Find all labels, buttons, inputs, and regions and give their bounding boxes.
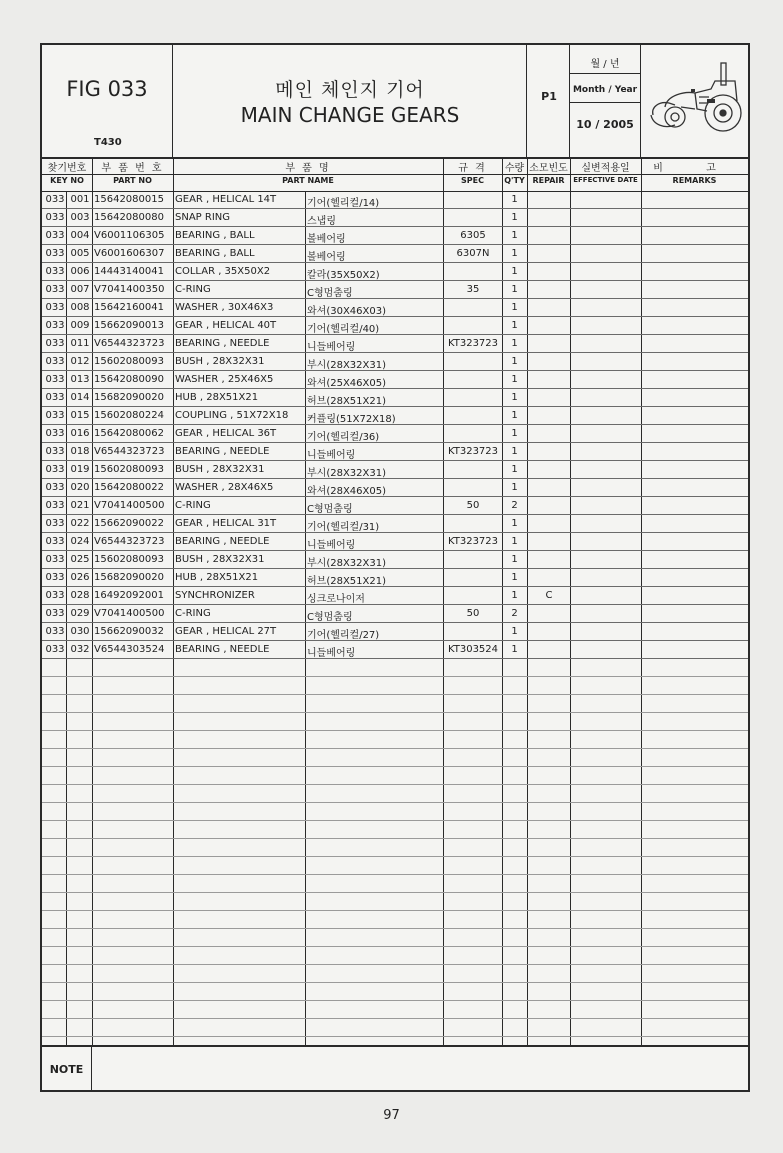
cell-part-no: 15642080022 [94, 482, 164, 493]
month-year-cell [570, 45, 641, 157]
cell-key: 011 [70, 338, 90, 349]
cell-fig: 033 [45, 338, 65, 349]
cell-qty: 2 [511, 608, 518, 619]
cell-name-en: BUSH , 28X32X31 [175, 464, 265, 475]
empty-row [42, 839, 748, 857]
table-row [42, 335, 748, 353]
cell-qty: 1 [511, 248, 518, 259]
cell-name-ko: 니들베어링 [307, 648, 356, 659]
table-row [42, 551, 748, 569]
header-part-name-ko: 부 품 명 [285, 163, 331, 174]
cell-name-ko: 기어(헬리컬/36) [307, 432, 380, 443]
header-effective-date: EFFECTIVE DATE [573, 176, 638, 184]
header-part-no: PART NO [113, 176, 152, 185]
table-row [42, 227, 748, 245]
fig-number: FIG 033 [66, 77, 148, 101]
cell-key: 013 [70, 374, 90, 385]
cell-part-no: V6544323723 [94, 338, 165, 349]
cell-qty: 1 [511, 266, 518, 277]
cell-name-ko: C형멈춤링 [307, 288, 353, 299]
table-row [42, 443, 748, 461]
cell-name-ko: 와셔(28X46X05) [307, 486, 386, 497]
page-cell [527, 45, 570, 157]
cell-fig: 033 [45, 284, 65, 295]
cell-part-no: V6001606307 [94, 248, 165, 259]
table-row [42, 569, 748, 587]
cell-key: 008 [70, 302, 90, 313]
header-effective-ko: 실변적용일 [581, 163, 630, 174]
cell-part-no: 15642160041 [94, 302, 164, 313]
header-part-name: PART NAME [282, 176, 334, 185]
table-row [42, 299, 748, 317]
cell-qty: 1 [511, 356, 518, 367]
table-row [42, 245, 748, 263]
note-section [42, 1045, 748, 1092]
cell-spec: KT303524 [447, 644, 499, 655]
cell-spec: 6307N [456, 248, 490, 259]
empty-row [42, 731, 748, 749]
cell-name-ko: 니들베어링 [307, 540, 356, 551]
header-spec-ko: 규 격 [458, 163, 487, 174]
cell-qty: 1 [511, 644, 518, 655]
cell-qty: 1 [511, 212, 518, 223]
empty-row [42, 659, 748, 677]
cell-key: 009 [70, 320, 90, 331]
cell-name-ko: 부시(28X32X31) [307, 558, 386, 569]
cell-fig: 033 [45, 482, 65, 493]
empty-row [42, 911, 748, 929]
cell-fig: 033 [45, 374, 65, 385]
cell-name-en: BEARING , NEEDLE [175, 536, 270, 547]
cell-fig: 033 [45, 248, 65, 259]
cell-name-en: GEAR , HELICAL 40T [175, 320, 277, 331]
cell-key: 001 [70, 194, 90, 205]
header-remarks-ko: 비 고 [653, 163, 736, 174]
cell-key: 005 [70, 248, 90, 259]
cell-key: 028 [70, 590, 90, 601]
cell-part-no: V6544303524 [94, 644, 165, 655]
cell-fig: 033 [45, 536, 65, 547]
cell-qty: 1 [511, 518, 518, 529]
cell-key: 019 [70, 464, 90, 475]
header-repair-ko: 소모빈도 [529, 163, 568, 174]
cell-key: 016 [70, 428, 90, 439]
header-remarks: REMARKS [672, 176, 717, 185]
cell-name-ko: 부시(28X32X31) [307, 468, 386, 479]
cell-qty: 1 [511, 230, 518, 241]
cell-name-ko: 와셔(25X46X05) [307, 378, 386, 389]
cell-spec: 6305 [460, 230, 486, 241]
cell-spec: 35 [466, 284, 480, 295]
cell-name-en: WASHER , 28X46X5 [175, 482, 274, 493]
cell-fig: 033 [45, 266, 65, 277]
cell-name-ko: 기어(헬리컬/31) [307, 522, 380, 533]
cell-name-ko: 허브(28X51X21) [307, 576, 386, 587]
header-qty-ko: 수량 [504, 163, 525, 174]
cell-fig: 033 [45, 410, 65, 421]
header-part-no-ko: 부 품 번 호 [101, 163, 164, 174]
cell-name-en: WASHER , 30X46X3 [175, 302, 274, 313]
cell-part-no: 15662090032 [94, 626, 164, 637]
cell-part-no: 15642080080 [94, 212, 164, 223]
empty-row [42, 713, 748, 731]
cell-fig: 033 [45, 212, 65, 223]
cell-name-ko: 와셔(30X46X03) [307, 306, 386, 317]
cell-key: 022 [70, 518, 90, 529]
table-header [42, 157, 748, 192]
empty-row [42, 929, 748, 947]
empty-row [42, 1019, 748, 1037]
header-key-no: KEY NO [50, 176, 84, 185]
cell-name-en: GEAR , HELICAL 36T [175, 428, 277, 439]
cell-name-en: GEAR , HELICAL 27T [175, 626, 277, 637]
note-label: NOTE [42, 1047, 92, 1092]
cell-part-no: V7041400500 [94, 608, 165, 619]
cell-key: 014 [70, 392, 90, 403]
cell-fig: 033 [45, 626, 65, 637]
parts-sheet [40, 43, 750, 1092]
empty-row [42, 947, 748, 965]
cell-part-no: V6001106305 [94, 230, 165, 241]
cell-name-en: GEAR , HELICAL 14T [175, 194, 277, 205]
title-cell [173, 45, 527, 157]
parts-table [42, 157, 748, 1045]
cell-name-en: BUSH , 28X32X31 [175, 554, 265, 565]
cell-name-en: HUB , 28X51X21 [175, 572, 259, 583]
cell-fig: 033 [45, 392, 65, 403]
tractor-icon [645, 59, 745, 143]
cell-fig: 033 [45, 446, 65, 457]
cell-qty: 1 [511, 320, 518, 331]
cell-name-en: COUPLING , 51X72X18 [175, 410, 289, 421]
cell-key: 024 [70, 536, 90, 547]
cell-part-no: V6544323723 [94, 536, 165, 547]
cell-name-ko: 기어(헬리컬/27) [307, 630, 380, 641]
cell-spec: 50 [466, 608, 480, 619]
cell-qty: 1 [511, 374, 518, 385]
table-row [42, 191, 748, 209]
cell-part-no: 15602080224 [94, 410, 164, 421]
cell-name-en: WASHER , 25X46X5 [175, 374, 274, 385]
empty-row [42, 983, 748, 1001]
cell-part-no: V7041400500 [94, 500, 165, 511]
cell-qty: 1 [511, 428, 518, 439]
cell-name-en: BEARING , NEEDLE [175, 644, 270, 655]
cell-part-no: 14443140041 [94, 266, 164, 277]
cell-name-ko: 기어(헬리컬/40) [307, 324, 380, 335]
cell-qty: 1 [511, 554, 518, 565]
cell-name-ko: 볼베어링 [307, 252, 346, 263]
table-row [42, 623, 748, 641]
cell-fig: 033 [45, 428, 65, 439]
cell-part-no: 15642080062 [94, 428, 164, 439]
month-year-value: 10 / 2005 [576, 118, 634, 131]
model-name: T430 [94, 137, 122, 148]
cell-part-no: 15602080093 [94, 554, 164, 565]
cell-name-en: C-RING [175, 500, 211, 511]
empty-row [42, 875, 748, 893]
cell-fig: 033 [45, 518, 65, 529]
sheet-header [42, 45, 748, 159]
table-row [42, 515, 748, 533]
header-key-no-ko: 찾기번호 [47, 163, 87, 174]
table-row [42, 479, 748, 497]
empty-row [42, 785, 748, 803]
table-row [42, 371, 748, 389]
cell-qty: 1 [511, 338, 518, 349]
table-row [42, 605, 748, 623]
header-repair: REPAIR [532, 176, 565, 185]
cell-spec: KT323723 [447, 446, 499, 457]
title-english: MAIN CHANGE GEARS [240, 103, 460, 127]
cell-name-en: SYNCHRONIZER [175, 590, 255, 601]
cell-qty: 1 [511, 446, 518, 457]
cell-name-en: GEAR , HELICAL 31T [175, 518, 277, 529]
cell-qty: 1 [511, 194, 518, 205]
cell-key: 006 [70, 266, 90, 277]
cell-part-no: 15602080093 [94, 356, 164, 367]
page-label: P1 [541, 90, 557, 103]
cell-qty: 1 [511, 536, 518, 547]
cell-key: 004 [70, 230, 90, 241]
cell-key: 029 [70, 608, 90, 619]
cell-part-no: 16492092001 [94, 590, 164, 601]
cell-part-no: 15642080090 [94, 374, 164, 385]
empty-row [42, 749, 748, 767]
cell-key: 021 [70, 500, 90, 511]
table-row [42, 497, 748, 515]
cell-key: 026 [70, 572, 90, 583]
cell-name-ko: C형멈춤링 [307, 504, 353, 515]
cell-name-ko: 칼라(35X50X2) [307, 270, 380, 281]
cell-part-no: 15642080015 [94, 194, 164, 205]
cell-key: 012 [70, 356, 90, 367]
cell-fig: 033 [45, 554, 65, 565]
cell-part-no: 15662090013 [94, 320, 164, 331]
cell-name-ko: 커플링(51X72X18) [307, 414, 396, 425]
cell-key: 032 [70, 644, 90, 655]
cell-fig: 033 [45, 320, 65, 331]
cell-name-en: HUB , 28X51X21 [175, 392, 259, 403]
cell-name-ko: 볼베어링 [307, 234, 346, 245]
table-row [42, 209, 748, 227]
cell-name-ko: 부시(28X32X31) [307, 360, 386, 371]
cell-key: 015 [70, 410, 90, 421]
cell-name-ko: 니들베어링 [307, 342, 356, 353]
cell-name-en: BEARING , NEEDLE [175, 338, 270, 349]
cell-part-no: 15682090020 [94, 392, 164, 403]
cell-qty: 2 [511, 500, 518, 511]
empty-row [42, 965, 748, 983]
logo-cell [641, 45, 748, 157]
empty-row [42, 821, 748, 839]
cell-key: 003 [70, 212, 90, 223]
cell-fig: 033 [45, 572, 65, 583]
table-row [42, 461, 748, 479]
cell-spec: 50 [466, 500, 480, 511]
cell-qty: 1 [511, 482, 518, 493]
cell-name-ko: 스냅링 [307, 216, 336, 227]
cell-name-en: SNAP RING [175, 212, 231, 223]
header-spec: SPEC [461, 176, 484, 185]
table-row [42, 263, 748, 281]
table-row [42, 353, 748, 371]
cell-name-ko: 기어(헬리컬/14) [307, 198, 380, 209]
cell-qty: 1 [511, 284, 518, 295]
table-row [42, 281, 748, 299]
cell-name-ko: 허브(28X51X21) [307, 396, 386, 407]
cell-name-en: COLLAR , 35X50X2 [175, 266, 271, 277]
cell-spec: KT323723 [447, 338, 499, 349]
cell-part-no: 15602080093 [94, 464, 164, 475]
cell-key: 030 [70, 626, 90, 637]
table-row [42, 317, 748, 335]
cell-name-en: BEARING , BALL [175, 230, 255, 241]
cell-fig: 033 [45, 356, 65, 367]
cell-fig: 033 [45, 194, 65, 205]
cell-name-en: BEARING , NEEDLE [175, 446, 270, 457]
empty-row [42, 767, 748, 785]
empty-row [42, 857, 748, 875]
cell-fig: 033 [45, 464, 65, 475]
cell-name-en: BEARING , BALL [175, 248, 255, 259]
cell-part-no: V6544323723 [94, 446, 165, 457]
cell-name-en: BUSH , 28X32X31 [175, 356, 265, 367]
empty-row [42, 695, 748, 713]
title-korean: 메인 체인지 기어 [275, 79, 425, 101]
cell-qty: 1 [511, 572, 518, 583]
cell-qty: 1 [511, 464, 518, 475]
cell-key: 018 [70, 446, 90, 457]
cell-qty: 1 [511, 626, 518, 637]
cell-part-no: 15662090022 [94, 518, 164, 529]
cell-name-en: C-RING [175, 284, 211, 295]
cell-name-ko: C형멈춤링 [307, 612, 353, 623]
month-year-korean: 월 / 년 [590, 59, 620, 70]
cell-spec: KT323723 [447, 536, 499, 547]
table-row [42, 389, 748, 407]
cell-fig: 033 [45, 302, 65, 313]
cell-qty: 1 [511, 590, 518, 601]
page-number: 97 [383, 1108, 400, 1123]
cell-repair: C [545, 590, 553, 601]
table-row [42, 641, 748, 659]
cell-fig: 033 [45, 500, 65, 511]
cell-fig: 033 [45, 644, 65, 655]
table-row [42, 587, 748, 605]
cell-fig: 033 [45, 608, 65, 619]
cell-name-ko: 싱크로나이저 [307, 594, 365, 605]
empty-row [42, 677, 748, 695]
cell-name-ko: 니들베어링 [307, 450, 356, 461]
cell-part-no: 15682090020 [94, 572, 164, 583]
empty-row [42, 1001, 748, 1019]
table-row [42, 425, 748, 443]
month-year-label: Month / Year [572, 85, 638, 95]
cell-qty: 1 [511, 302, 518, 313]
cell-fig: 033 [45, 230, 65, 241]
empty-row [42, 803, 748, 821]
cell-name-en: C-RING [175, 608, 211, 619]
cell-fig: 033 [45, 590, 65, 601]
cell-key: 020 [70, 482, 90, 493]
cell-qty: 1 [511, 392, 518, 403]
cell-key: 007 [70, 284, 90, 295]
cell-key: 025 [70, 554, 90, 565]
cell-qty: 1 [511, 410, 518, 421]
cell-part-no: V7041400350 [94, 284, 165, 295]
table-row [42, 533, 748, 551]
empty-row [42, 893, 748, 911]
header-qty: Q'TY [504, 176, 525, 185]
table-row [42, 407, 748, 425]
fig-cell [42, 45, 173, 157]
